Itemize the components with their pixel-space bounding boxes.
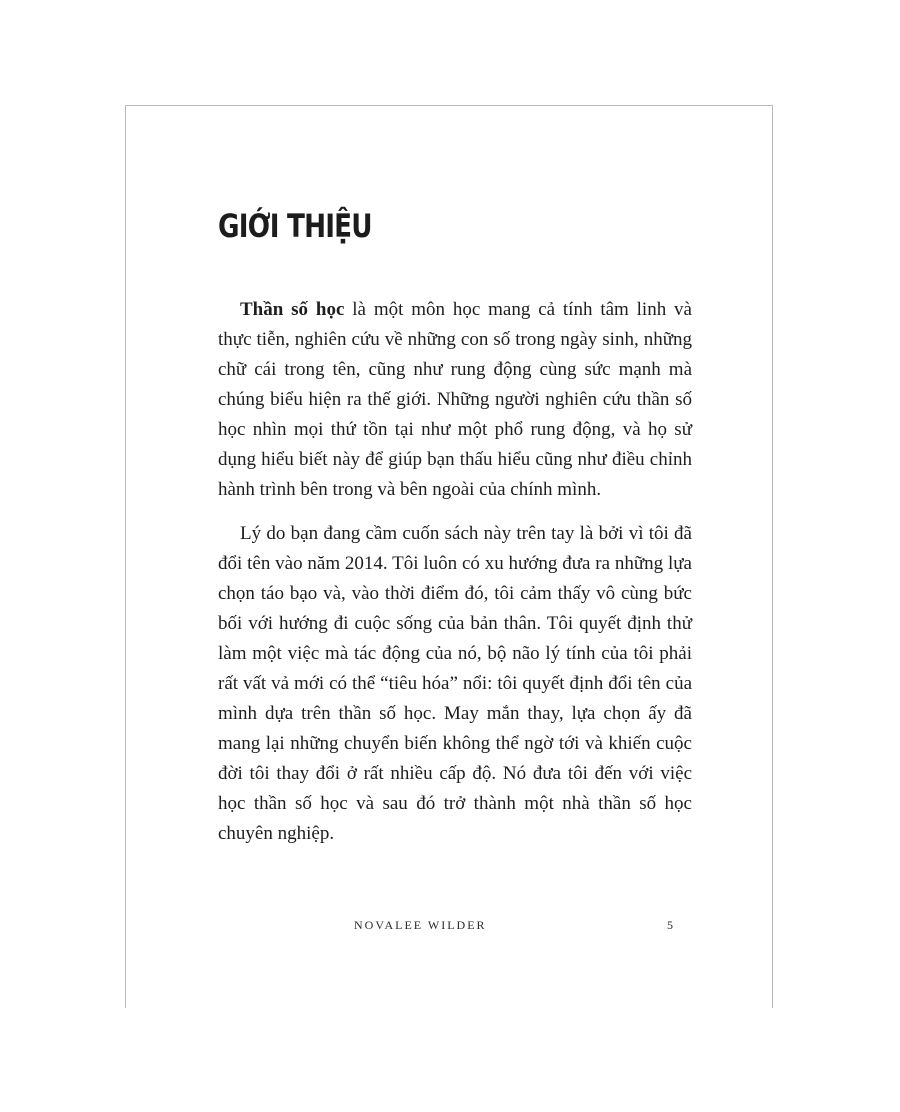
body-text (218, 295, 692, 863)
page-footer (218, 918, 673, 938)
page-number: 5 (667, 918, 673, 932)
paragraph-1 (218, 295, 692, 505)
book-page (125, 105, 773, 1008)
running-footer-author: NOVALEE WILDER (354, 918, 487, 932)
chapter-title: GIỚI THIỆU (218, 207, 372, 245)
paragraph-2: Lý do bạn đang cầm cuốn sách này trên tay là bởi vì tôi đã đổi tên vào năm 2014. Tôi luôn có xu hướng đưa ra những lựa chọn táo bạo và, vào thời điểm đó, tôi cảm thấy vô cùng bức bối với hướng đi cuộc sống của bản thân. Tôi quyết định thử làm một việc mà tác động của nó, bộ não lý tính của tôi phải rất vất vả mới có thể “tiêu hóa” nổi: tôi quyết định đổi tên của mình dựa trên thần số học. May mắn thay, lựa chọn ấy đã mang lại những chuyển biến không thể ngờ tới và khiến cuộc đời tôi thay đổi ở rất nhiều cấp độ. Nó đưa tôi đến với việc học thần số học và sau đó trở thành một nhà thần số học chuyên nghiệp. (218, 523, 692, 844)
paragraph-1-text: là một môn học mang cả tính tâm linh và thực tiễn, nghiên cứu về những con số trong ngày sinh, những chữ cái trong tên, cũng như rung động cùng sức mạnh mà chúng biểu hiện ra thế giới. Những người nghiên cứu thần số học nhìn mọi thứ tồn tại như một phổ rung động, và họ sử dụng hiểu biết này để giúp bạn thấu hiểu cũng như điều chỉnh hành trình bên trong và bên ngoài của chính mình. (218, 299, 692, 500)
lead-term: Thần số học (240, 299, 345, 320)
